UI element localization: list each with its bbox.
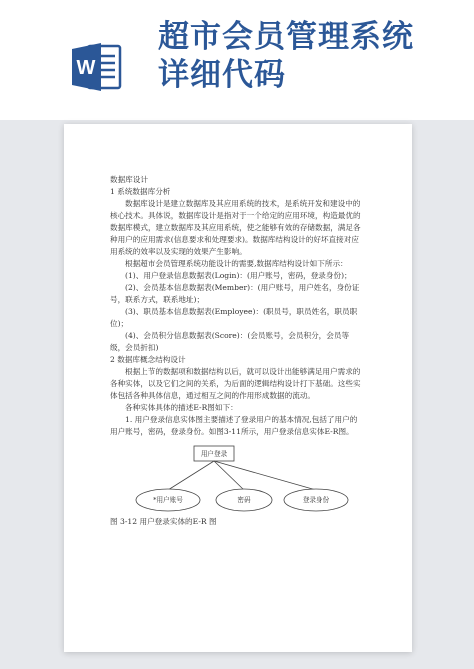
document-banner xyxy=(0,0,474,120)
paragraph-3: 根据上节的数据项和数据结构以后，就可以设计出能够满足用户需求的各种实体，以及它们之间的关系，为后面的逻辑结构设计打下基础。这些实体包括各种具体信息，通过相互之间的作用形成数据的流动。 xyxy=(110,367,361,400)
attribute-label: *用户账号 xyxy=(153,496,183,504)
section-heading-2: 2 数据库概念结构设计 xyxy=(110,355,186,364)
document-title xyxy=(158,18,414,94)
paragraph-1: 数据库设计是建立数据库及其应用系统的技术，是系统开发和建设中的核心技术。具体说，数据库设计是指对于一个给定的应用环境，构造最优的数据库模式，建立数据库及其应用系统，使之能够有效的存储数据，满足各种用户的应用需求(信息要求和处理要求)。数据库结构设计的好坏直接对应用系统的效率以及实现的效果产生影响。 xyxy=(110,199,361,256)
title-line-2: 详细代码 xyxy=(158,57,286,93)
er-diagram-graphic xyxy=(110,442,362,516)
attribute-label: 登录身份 xyxy=(302,496,330,504)
section-heading-1: 1 系统数据库分析 xyxy=(110,187,171,196)
word-document-icon xyxy=(70,40,124,94)
title-line-1: 超市会员管理系统 xyxy=(158,19,414,55)
doc-heading: 数据库设计 xyxy=(110,175,148,184)
document-page xyxy=(64,124,412,652)
list-item: (2)、会员基本信息数据表(Member)：(用户账号，用户姓名，身份证号，联系方式，联系地址)； xyxy=(110,283,360,304)
paragraph-4: 各种实体具体的描述E-R图如下： xyxy=(125,403,238,412)
er-diagram xyxy=(110,442,362,516)
entity-label: 用户登录 xyxy=(200,450,228,458)
paragraph-2: 根据超市会员管理系统功能设计的需要,数据库结构设计如下所示： xyxy=(125,259,348,268)
figure-caption: 图 3-12 用户登录实体的E-R 图 xyxy=(110,517,217,526)
list-item: (4)、会员积分信息数据表(Score)：(会员账号，会员积分，会员等级，会员折扣) xyxy=(110,331,350,352)
attribute-label: 密码 xyxy=(237,496,251,504)
list-item: (1)、用户登录信息数据表(Login)：(用户账号，密码，登录身份)； xyxy=(125,271,352,280)
paragraph-5: 1. 用户登录信息实体图主要描述了登录用户的基本情况,包括了用户的用户账号，密码，登录身份。如图3-11所示，用户登录信息实体E-R图。 xyxy=(110,415,358,436)
document-body xyxy=(110,174,362,528)
list-item: (3)、职员基本信息数据表(Employee)：(职员号，职员姓名，职员职位)； xyxy=(110,307,358,328)
svg-text:W: W xyxy=(76,57,96,79)
